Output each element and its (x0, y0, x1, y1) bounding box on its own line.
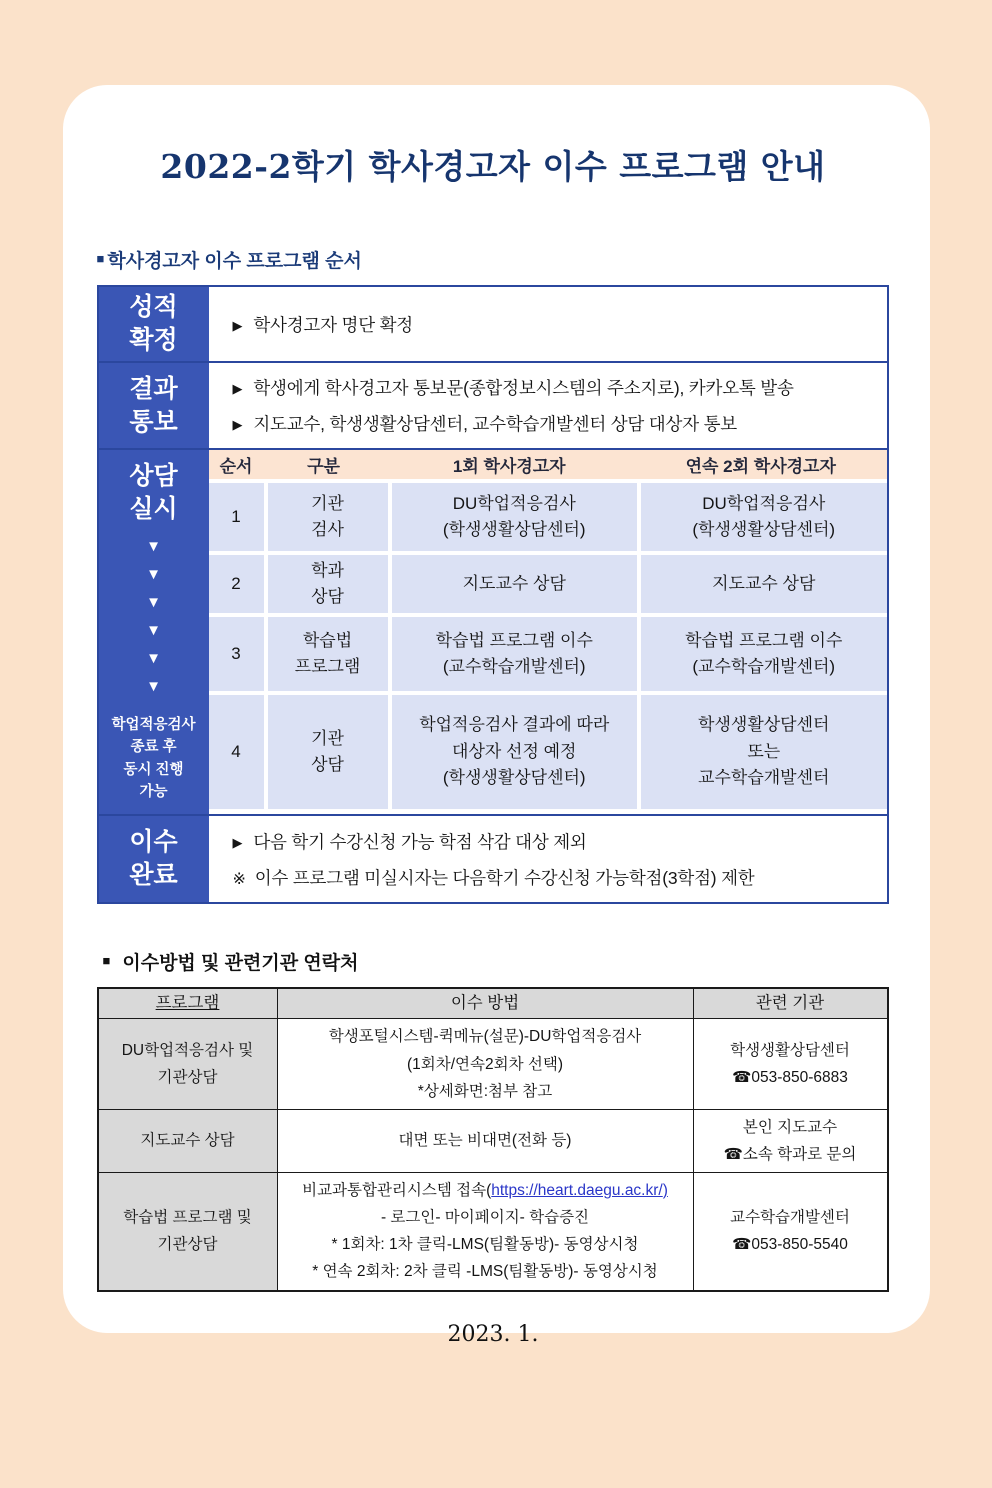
order-cell (209, 695, 264, 809)
cell-line: 4 (231, 741, 241, 761)
program-cell (99, 1110, 277, 1172)
header-cell: 1회 학사경고자 (452, 457, 566, 476)
list-item (233, 829, 877, 854)
flow-step-label-line: 이수 (129, 828, 178, 856)
cell-line: * 1회차: 1차 클릭-LMS(팀활동방)- 동영상시청 (331, 1236, 639, 1254)
org-cell (693, 1019, 887, 1108)
section2-heading-label: 이수방법 및 관련기관 연락처 (122, 953, 359, 974)
header-cell-program: 프로그램 (99, 989, 277, 1018)
cell-line: 학업적응검사 결과에 따라 (419, 715, 610, 735)
table-row (209, 555, 887, 613)
cell-line: 상담 (311, 587, 344, 606)
phone-line: ☎053-850-5540 (732, 1236, 848, 1254)
cell-line: 3 (231, 643, 241, 663)
table-row (99, 1018, 887, 1108)
cell-line: 기관상담 (157, 1236, 218, 1254)
cell-line: 상담 (311, 755, 344, 774)
method-cell (277, 1019, 693, 1108)
cell-line: 본인 지도교수 (742, 1118, 838, 1136)
cell-line: 학생포털시스템-퀵메뉴(설문)-DU학업적응검사 (328, 1028, 642, 1046)
program-cell (99, 1019, 277, 1108)
cell-line: 학습법 프로그램 및 (123, 1209, 252, 1227)
cell-line: (학생생활상담센터) (442, 520, 586, 539)
program-flow-table (97, 285, 889, 904)
category-cell (268, 555, 388, 613)
second-warning-cell (641, 483, 887, 551)
flow-step-label-line: 실시 (129, 495, 178, 523)
page-title: 2022-2학기 학사경고자 이수 프로그램 안내 (160, 147, 826, 186)
header-cell: 구분 (307, 457, 340, 476)
flow-row-counseling (99, 448, 887, 814)
document-page (63, 85, 930, 1347)
flow-step-label-line: 통보 (129, 407, 178, 436)
cell-line: 학습법 프로그램 이수 (435, 630, 593, 650)
cell-line: DU학업적응검사 (452, 493, 576, 513)
category-cell (268, 695, 388, 809)
program-cell (99, 1173, 277, 1290)
down-arrow-icon: ▼ (146, 594, 161, 611)
table-row (209, 617, 887, 691)
heart-system-link[interactable]: https://heart.daegu.ac.kr/ (491, 1182, 663, 1200)
section1-heading (97, 246, 890, 273)
second-warning-cell (641, 695, 887, 809)
cell-line: 지도교수 상담 (140, 1132, 235, 1150)
method-cell (277, 1110, 693, 1172)
cell-line: 기관 (311, 493, 344, 513)
down-arrow-icon: ▼ (146, 566, 161, 583)
second-warning-cell (641, 555, 887, 613)
section2-heading (97, 948, 890, 975)
cell-line: 지도교수 상담 (462, 573, 566, 593)
sidebar-note-line: 동시 진행 (123, 761, 184, 778)
flow-step-label (99, 287, 209, 361)
cell-line: 학습법 프로그램 이수 (685, 630, 843, 650)
down-arrow-icon: ▼ (146, 650, 161, 667)
cell-line: 학생생활상담센터 (698, 715, 830, 735)
org-cell (693, 1173, 887, 1290)
cell-line: 교수학습개발센터 (730, 1209, 850, 1227)
contact-table-header (99, 989, 887, 1018)
cell-line: 1 (231, 506, 241, 526)
flow-step-label (99, 363, 209, 448)
counseling-table-header (209, 450, 887, 479)
right-triangle-icon: ▶ (232, 381, 243, 396)
cell-line: 프로그램 (294, 657, 361, 676)
sidebar-note-line: 가능 (139, 784, 168, 801)
cell-line: 또는 (747, 741, 781, 761)
table-row (209, 483, 887, 551)
square-bullet-icon: ■ (102, 953, 111, 968)
category-cell (268, 617, 388, 691)
phone-line: ☎소속 학과로 문의 (723, 1145, 857, 1163)
flow-step-label-line: 완료 (129, 861, 178, 889)
flow-step-label-line: 성적 (129, 293, 178, 321)
order-cell (209, 555, 264, 613)
cell-line: 2 (231, 573, 241, 593)
document-date: 2023. 1. (447, 1321, 539, 1347)
flow-step-label (99, 450, 209, 814)
link-prefix-text: 비교과통합관리시스템 접속( (302, 1182, 492, 1200)
header-cell-org: 관련 기관 (693, 989, 887, 1018)
cell-line: 학생생활상담센터 (730, 1042, 850, 1059)
flow-row-completion (99, 814, 887, 902)
category-cell (268, 483, 388, 551)
cell-line: (학생생활상담센터) (692, 520, 836, 539)
flow-row-grade-confirm (99, 287, 887, 361)
first-warning-cell (392, 483, 638, 551)
sidebar-note-line: 종료 후 (130, 739, 177, 756)
first-warning-cell (392, 617, 638, 691)
cell-line: 대면 또는 비대면(전화 등) (398, 1132, 572, 1150)
cell-line: 교수학습개발센터 (698, 768, 830, 788)
sidebar-note (111, 714, 195, 804)
counseling-table-wrap (209, 450, 887, 814)
down-arrow-icon: ▼ (146, 678, 161, 695)
flow-step-label-line: 상담 (129, 462, 178, 490)
list-item-text: 이수 프로그램 미실시자는 다음학기 수강신청 가능학점(3학점) 제한 (254, 867, 755, 888)
cell-line: DU학업적응검사 (702, 493, 826, 513)
cell-line-with-link (302, 1177, 668, 1204)
list-item (233, 411, 877, 436)
flow-step-label-line: 확정 (129, 326, 178, 354)
right-triangle-icon: ▶ (232, 417, 243, 432)
flow-step-label-line: 결과 (129, 374, 178, 403)
flow-step-content (209, 287, 887, 361)
cell-line: DU학업적응검사 및 (121, 1042, 254, 1059)
cell-line: 학과 (311, 560, 344, 580)
flow-step-content (209, 816, 887, 902)
order-cell (209, 617, 264, 691)
method-cell (277, 1173, 693, 1290)
first-warning-cell (392, 555, 638, 613)
square-bullet-icon: ■ (96, 251, 105, 266)
list-item-text: 다음 학기 수강신청 가능 학점 삭감 대상 제외 (253, 831, 587, 852)
second-warning-cell (641, 617, 887, 691)
right-triangle-icon: ▶ (232, 834, 243, 850)
header-cell-method: 이수 방법 (277, 989, 693, 1018)
cell-line: (교수학습개발센터) (692, 657, 836, 676)
list-item (233, 312, 877, 337)
link-suffix-text: ) (662, 1182, 668, 1200)
list-item (233, 375, 877, 400)
cell-line: 지도교수 상담 (712, 573, 816, 593)
list-item-text: 학생에게 학사경고자 통보문(종합정보시스템의 주소지로), 카카오톡 발송 (253, 378, 794, 398)
cell-line: *상세화면:첨부 참고 (417, 1082, 553, 1100)
phone-line: ☎053-850-6883 (732, 1069, 848, 1087)
right-triangle-icon: ▶ (232, 317, 243, 333)
first-warning-cell (392, 695, 638, 809)
cell-line: 학습법 (302, 630, 353, 650)
reference-mark-icon: ※ (232, 870, 246, 888)
table-row (99, 1172, 887, 1290)
list-item-text: 지도교수, 학생생활상담센터, 교수학습개발센터 상담 대상자 통보 (253, 414, 737, 434)
cell-line: 검사 (311, 520, 344, 539)
flow-row-result-notice (99, 361, 887, 448)
sidebar-note-line: 학업적응검사 (111, 717, 196, 733)
flow-step-label (99, 816, 209, 902)
list-item-text: 학사경고자 명단 확정 (253, 314, 413, 335)
list-item (233, 865, 877, 890)
down-arrow-icon: ▼ (146, 538, 161, 555)
section1-heading-label: 학사경고자 이수 프로그램 순서 (107, 251, 362, 272)
header-cell: 순서 (219, 457, 253, 476)
flow-step-content (209, 363, 887, 448)
cell-line: (교수학습개발센터) (442, 657, 586, 676)
cell-line: (1회차/연속2회차 선택) (407, 1055, 563, 1073)
cell-line: - 로그인- 마이페이지- 학습증진 (380, 1209, 590, 1227)
down-arrow-icon: ▼ (146, 622, 161, 639)
cell-line: 기관상담 (157, 1069, 218, 1087)
org-cell (693, 1110, 887, 1172)
table-row (209, 695, 887, 809)
order-cell (209, 483, 264, 551)
cell-line: (학생생활상담센터) (442, 768, 586, 788)
contact-table (97, 987, 889, 1292)
cell-line: 기관 (311, 728, 344, 748)
header-cell: 연속 2회 학사경고자 (685, 457, 836, 476)
table-row (99, 1109, 887, 1172)
cell-line: * 연속 2회차: 2차 클릭 -LMS(팀활동방)- 동영상시청 (312, 1263, 658, 1281)
cell-line: 대상자 선정 예정 (452, 741, 577, 761)
